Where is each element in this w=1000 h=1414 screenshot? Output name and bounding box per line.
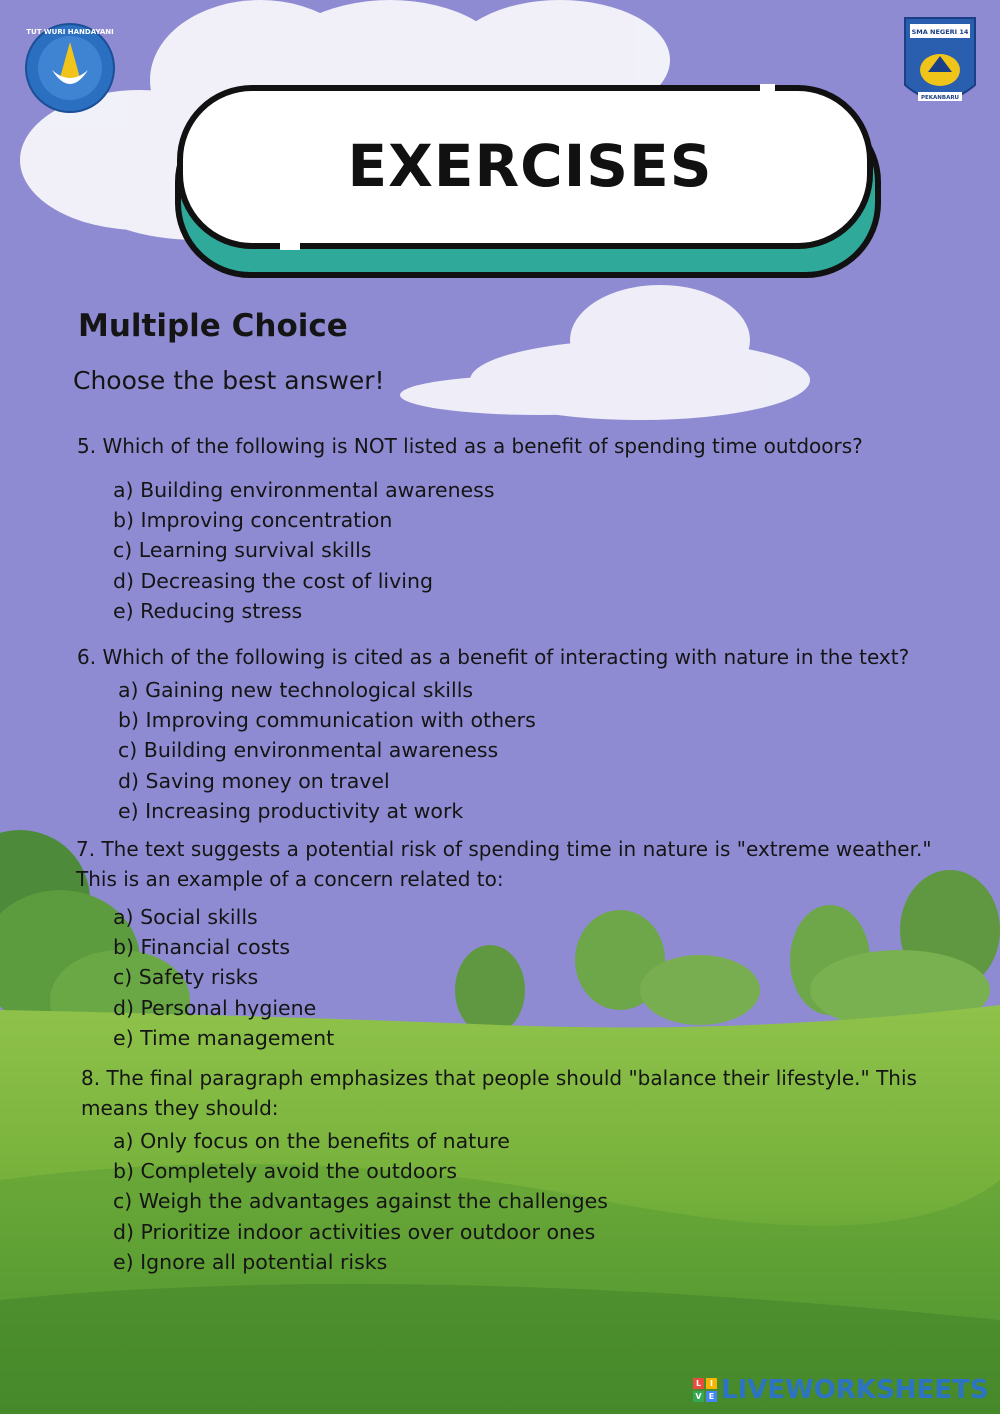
option-d[interactable]: d) Prioritize indoor activities over outdoor ones: [113, 1219, 596, 1244]
question-text-line-2: means they should:: [81, 1096, 279, 1120]
question-6: [77, 642, 909, 672]
option-c[interactable]: c) Building environmental awareness: [118, 738, 499, 763]
instruction-text: Choose the best answer!: [73, 366, 385, 395]
option-a[interactable]: a) Gaining new technological skills: [118, 678, 474, 702]
question-7: [76, 834, 932, 894]
option-d[interactable]: d) Decreasing the cost of living: [113, 568, 433, 593]
question-text-line-1: 8. The final paragraph emphasizes that people should "balance their lifestyle." This: [81, 1066, 917, 1090]
section-heading: Multiple Choice: [78, 308, 348, 344]
question-5-options: [113, 475, 495, 626]
question-8: [81, 1063, 917, 1123]
option-d[interactable]: d) Personal hygiene: [113, 995, 317, 1020]
liveworksheets-logo[interactable]: [693, 1373, 989, 1407]
option-b[interactable]: b) Financial costs: [113, 935, 291, 960]
option-e[interactable]: e) Ignore all potential risks: [113, 1249, 388, 1274]
option-b[interactable]: b) Completely avoid the outdoors: [113, 1159, 458, 1184]
question-6-options: [118, 675, 536, 826]
option-c[interactable]: c) Weigh the advantages against the challenges: [113, 1189, 608, 1214]
page-title: EXERCISES: [347, 132, 713, 200]
option-a[interactable]: a) Building environmental awareness: [113, 478, 495, 502]
option-b[interactable]: b) Improving concentration: [113, 508, 393, 533]
liveworksheets-wordmark: LIVEWORKSHEETS: [721, 1375, 989, 1405]
option-b[interactable]: b) Improving communication with others: [118, 708, 536, 733]
tut-wuri-handayani-logo: [26, 24, 114, 112]
svg-text:TUT WURI HANDAYANI: TUT WURI HANDAYANI: [26, 28, 114, 36]
sma-negeri-14-logo: [905, 18, 975, 101]
option-c[interactable]: c) Safety risks: [113, 965, 259, 990]
option-d[interactable]: d) Saving money on travel: [118, 768, 390, 793]
svg-text:PEKANBARU: PEKANBARU: [920, 95, 960, 101]
question-5: [77, 431, 863, 461]
liveworksheets-icon: L I V E: [693, 1378, 717, 1402]
option-a[interactable]: a) Only focus on the benefits of nature: [113, 1129, 510, 1153]
option-e[interactable]: e) Reducing stress: [113, 598, 303, 623]
question-text-line-2: This is an example of a concern related to:: [76, 867, 504, 891]
svg-text:SMA NEGERI 14: SMA NEGERI 14: [911, 28, 969, 36]
question-7-options: [113, 902, 334, 1053]
question-text-line-1: 7. The text suggests a potential risk of spending time in nature is "extreme weather.": [76, 837, 932, 861]
question-8-options: [113, 1126, 608, 1277]
option-a[interactable]: a) Social skills: [113, 905, 258, 929]
option-e[interactable]: e) Increasing productivity at work: [118, 798, 464, 823]
option-c[interactable]: c) Learning survival skills: [113, 538, 372, 563]
question-text: 5. Which of the following is NOT listed as a benefit of spending time outdoors?: [77, 434, 863, 458]
question-text: 6. Which of the following is cited as a benefit of interacting with nature in the text?: [77, 645, 910, 669]
option-e[interactable]: e) Time management: [113, 1025, 335, 1050]
